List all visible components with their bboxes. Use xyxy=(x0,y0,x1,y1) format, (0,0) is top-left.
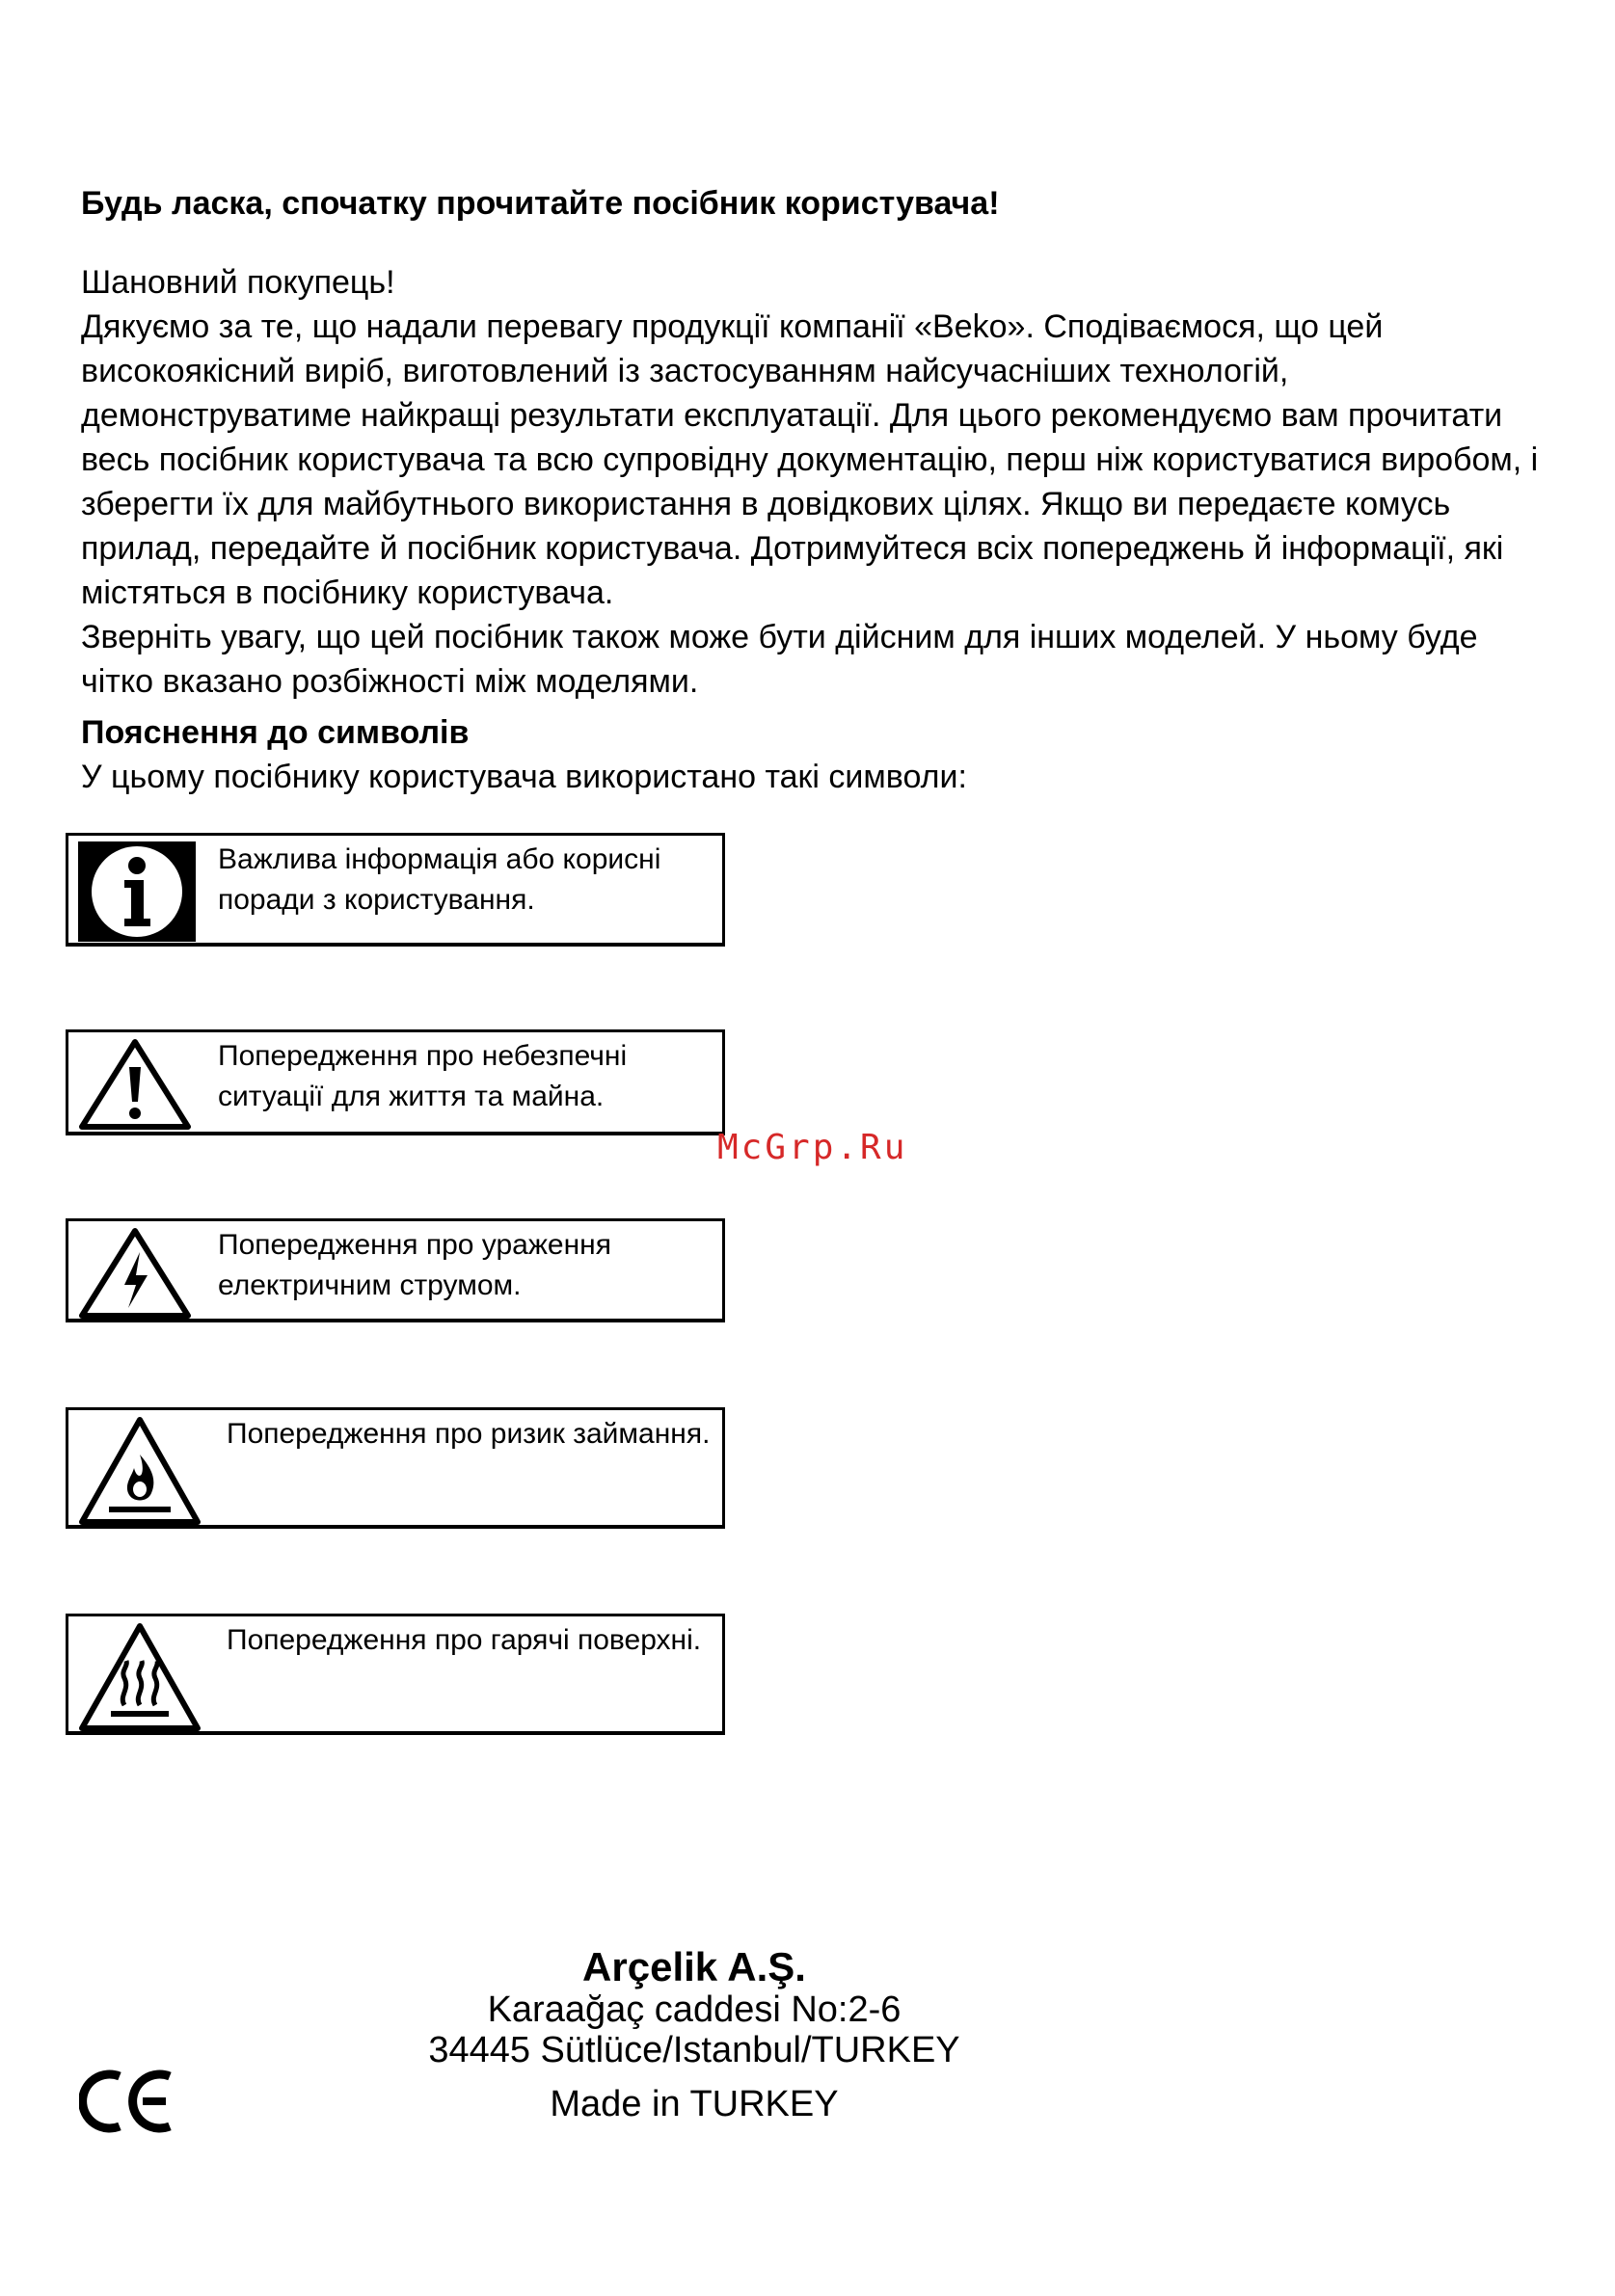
symbol-box-info xyxy=(66,833,725,947)
symbols-title: Пояснення до символів xyxy=(81,714,470,751)
ce-mark-icon xyxy=(79,2069,175,2134)
greeting: Шановний покупець! xyxy=(81,264,395,301)
address-line-1: Karaağaç caddesi No:2-6 xyxy=(487,1989,902,2030)
company-name: Arçelik A.Ş. xyxy=(582,1944,806,1989)
symbol-box-fire xyxy=(66,1407,725,1529)
symbol-label: Важлива інформація або корисні поради з користування. xyxy=(218,843,661,916)
symbol-label: Попередження про гарячі поверхні. xyxy=(227,1624,702,1656)
symbol-box-electric xyxy=(66,1218,725,1322)
symbol-label: Попередження про ураження електричним струмом. xyxy=(218,1229,611,1301)
intro-text xyxy=(81,305,1547,704)
symbol-box-hot xyxy=(66,1614,725,1735)
address-line-2: 34445 Sütlüce/Istanbul/TURKEY xyxy=(428,2030,960,2070)
fire-hazard-icon xyxy=(78,1416,202,1526)
symbol-box-warning xyxy=(66,1029,725,1135)
watermark: McGrp.Ru xyxy=(717,1128,908,1167)
warning-icon xyxy=(78,1038,192,1131)
intro-paragraph: Зверніть увагу, що цей посібник також може бути дійсним для інших моделей. У ньому буде чітко вказано розбіжності між моделями. xyxy=(81,619,1478,700)
electric-shock-icon xyxy=(78,1227,192,1320)
info-icon xyxy=(78,841,196,942)
symbol-label: Попередження про небезпечні ситуації для життя та майна. xyxy=(218,1040,628,1112)
hot-surface-icon xyxy=(78,1622,202,1732)
page-title: Будь ласка, спочатку прочитайте посібник користувача! xyxy=(81,185,1000,222)
intro-paragraph: Дякуємо за те, що надали перевагу продукції компанії «Beko». Сподіваємося, що цей високоякісний виріб, виготовлений із застосуванням найсучасніших технологій, демонструватиме найкращі результати експлуатації. Для цього рекомендуємо вам прочитати весь посібник користувача та всю супровідну документацію, перш ніж користуватися виробом, і зберегти їх для майбутнього використання в довідкових цілях. Якщо ви передаєте комусь прилад, передайте й посібник користувача. Дотримуйтеся всіх попереджень й інформації, які містяться в посібнику користувача. xyxy=(81,308,1539,611)
symbol-label: Попередження про ризик займання. xyxy=(227,1418,711,1450)
made-in: Made in TURKEY xyxy=(550,2084,839,2124)
company-address xyxy=(424,1945,964,2124)
symbols-intro: У цьому посібнику користувача використано такі символи: xyxy=(81,759,967,795)
